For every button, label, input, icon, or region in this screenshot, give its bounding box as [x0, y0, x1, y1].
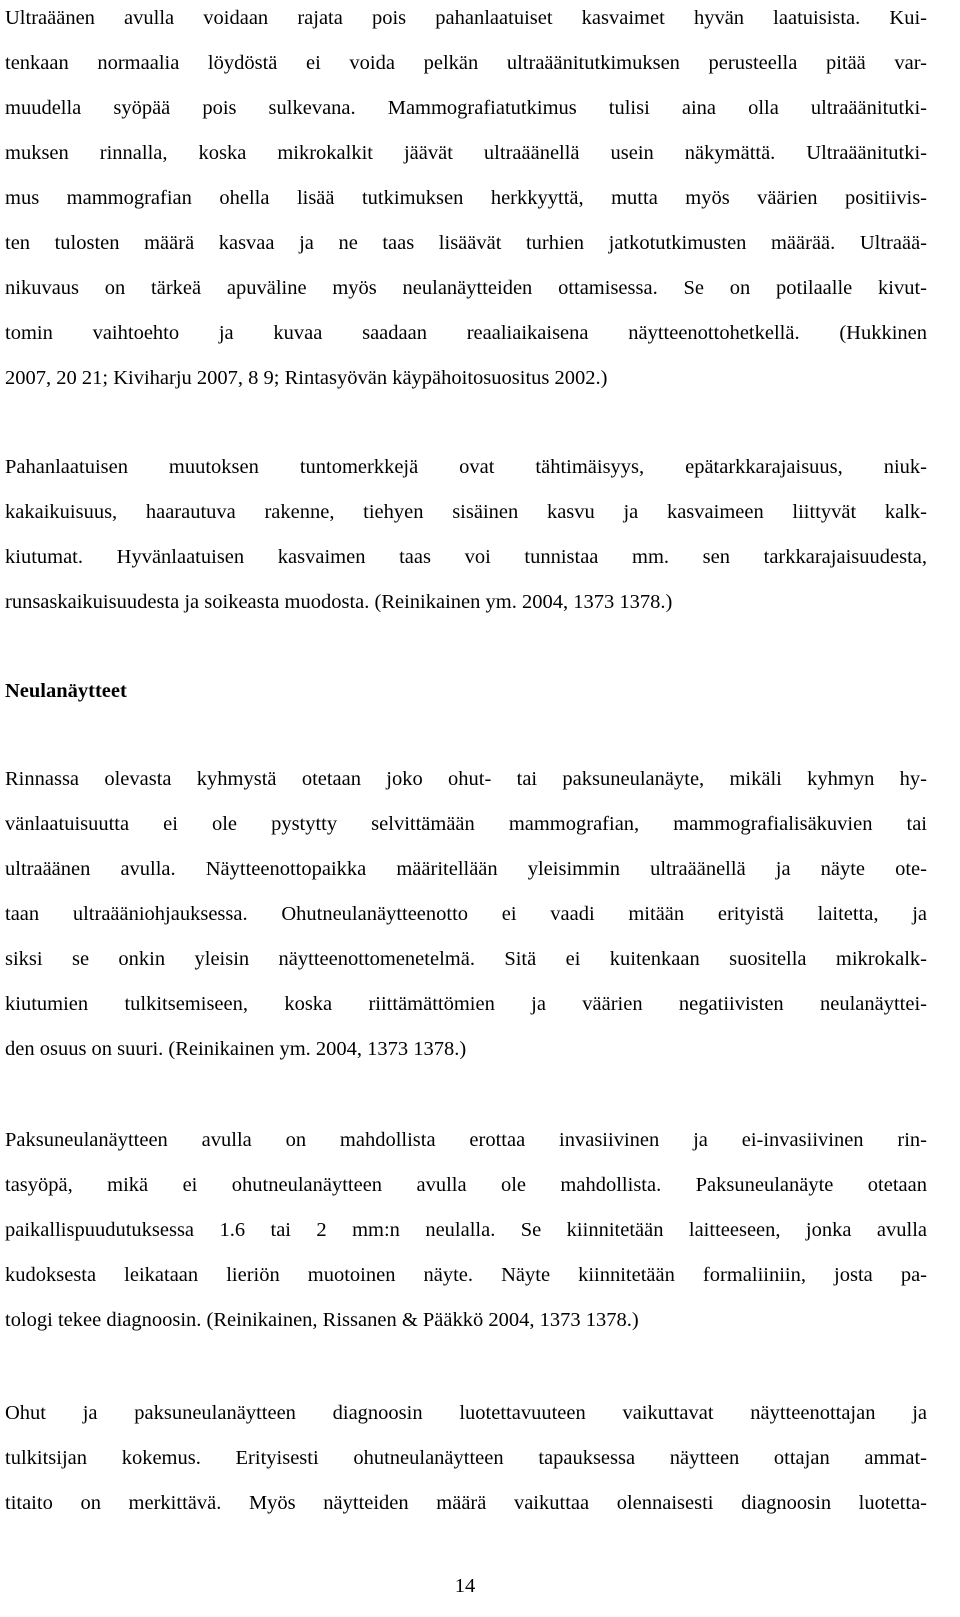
text-line: muudella syöpää pois sulkevana. Mammografiatutkimus tulisi aina olla ultraäänitutki- [5, 97, 927, 119]
text-line: den osuus on suuri. (Reinikainen ym. 2004, 1373 1378.) [5, 1038, 467, 1060]
text-line: siksi se onkin yleisin näytteenottomenetelmä. Sitä ei kuitenkaan suositella mikrokalk- [5, 948, 927, 970]
text-line: kudoksesta leikataan lieriön muotoinen näyte. Näyte kiinnitetään formaliiniin, josta pa- [5, 1264, 927, 1286]
text-line: kakaikuisuus, haarautuva rakenne, tiehyen sisäinen kasvu ja kasvaimeen liittyvät kalk- [5, 501, 927, 523]
text-line: Ultraäänen avulla voidaan rajata pois pahanlaatuiset kasvaimet hyvän laatuisista. Kui- [5, 7, 927, 29]
text-line: tologi tekee diagnoosin. (Reinikainen, Rissanen & Pääkkö 2004, 1373 1378.) [5, 1309, 639, 1331]
text-line: tenkaan normaalia löydöstä ei voida pelkän ultraäänitutkimuksen perusteella pitää var- [5, 52, 927, 74]
text-line: mus mammografian ohella lisää tutkimuksen herkkyyttä, mutta myös väärien positiivis- [5, 187, 927, 209]
text-line: vänlaatuisuutta ei ole pystytty selvittämään mammografian, mammografialisäkuvien tai [5, 813, 927, 835]
text-line: titaito on merkittävä. Myös näytteiden määrä vaikuttaa olennaisesti diagnoosin luotetta- [5, 1492, 927, 1514]
text-line: Pahanlaatuisen muutoksen tuntomerkkejä ovat tähtimäisyys, epätarkkarajaisuus, niuk- [5, 456, 927, 478]
text-line: runsaskaikuisuudesta ja soikeasta muodosta. (Reinikainen ym. 2004, 1373 1378.) [5, 591, 673, 613]
text-line: muksen rinnalla, koska mikrokalkit jäävät ultraäänellä usein näkymättä. Ultraäänitutki- [5, 142, 927, 164]
paragraph-core-needle [5, 1118, 927, 1343]
text-line: Ohut ja paksuneulanäytteen diagnoosin luotettavuuteen vaikuttavat näytteenottajan ja [5, 1402, 927, 1424]
text-line: Paksuneulanäytteen avulla on mahdollista erottaa invasiivinen ja ei-invasiivinen rin- [5, 1129, 927, 1151]
text-line: nikuvaus on tärkeä apuväline myös neulanäytteiden ottamisessa. Se on potilaalle kivut- [5, 277, 927, 299]
text-line: ten tulosten määrä kasvaa ja ne taas lisäävät turhien jatkotutkimusten määrää. Ultraää- [5, 232, 927, 254]
text-line: tulkitsijan kokemus. Erityisesti ohutneulanäytteen tapauksessa näytteen ottajan ammat- [5, 1447, 927, 1469]
text-line: Rinnassa olevasta kyhmystä otetaan joko ohut- tai paksuneulanäyte, mikäli kyhmyn hy- [5, 768, 927, 790]
text-line: ultraäänen avulla. Näytteenottopaikka määritellään yleisimmin ultraäänellä ja näyte ote- [5, 858, 927, 880]
page-number: 14 [454, 1575, 476, 1597]
paragraph-malignant-signs [5, 445, 927, 625]
text-line: 2007, 20 21; Kiviharju 2007, 8 9; Rintasyövän käypähoitosuositus 2002.) [5, 367, 608, 389]
text-line: kiutumat. Hyvänlaatuisen kasvaimen taas voi tunnistaa mm. sen tarkkarajaisuudesta, [5, 546, 927, 568]
text-line: paikallispuudutuksessa 1.6 tai 2 mm:n neulalla. Se kiinnitetään laitteeseen, jonka avulla [5, 1219, 927, 1241]
paragraph-ultrasound [5, 0, 927, 401]
paragraph-reliability [5, 1391, 927, 1526]
section-heading: Neulanäytteet [5, 680, 127, 702]
text-line: tasyöpä, mikä ei ohutneulanäytteen avulla ole mahdollista. Paksuneulanäyte otetaan [5, 1174, 927, 1196]
text-line: tomin vaihtoehto ja kuvaa saadaan reaaliaikaisena näytteenottohetkellä. (Hukkinen [5, 322, 927, 344]
text-line: kiutumien tulkitsemiseen, koska riittämättömien ja väärien negatiivisten neulanäyttei- [5, 993, 927, 1015]
text-line: taan ultraääniohjauksessa. Ohutneulanäytteenotto ei vaadi mitään erityistä laitetta, ja [5, 903, 927, 925]
paragraph-needle-samples [5, 757, 927, 1072]
